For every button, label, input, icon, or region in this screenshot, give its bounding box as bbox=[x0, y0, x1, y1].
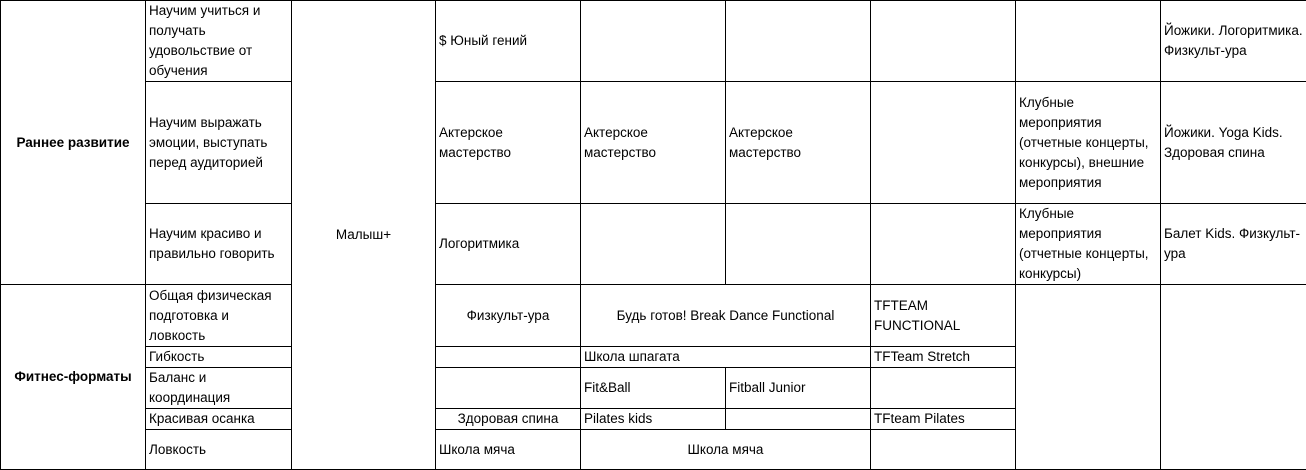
program-cell: Актерское мастерство bbox=[581, 82, 726, 204]
program-cell: Школа мяча bbox=[436, 430, 581, 470]
program-cell: Школа шпагата bbox=[581, 347, 871, 368]
program-cell: $ Юный гений bbox=[436, 1, 581, 82]
goal-cell: Гибкость bbox=[146, 347, 292, 368]
program-cell: Физкульт-ура bbox=[436, 285, 581, 347]
program-cell: Fitball Junior bbox=[726, 368, 871, 409]
program-cell bbox=[1016, 1, 1161, 82]
program-cell: Школа мяча bbox=[581, 430, 871, 470]
program-cell bbox=[726, 409, 871, 430]
program-cell: Балет Kids. Физкульт-ура bbox=[1161, 204, 1306, 285]
program-cell: Клубные мероприятия (отчетные концерты, конкурсы), внешние мероприятия bbox=[1016, 82, 1161, 204]
goal-cell: Красивая осанка bbox=[146, 409, 292, 430]
program-cell: Актерское мастерство bbox=[726, 82, 871, 204]
program-cell: Pilates kids bbox=[581, 409, 726, 430]
empty-cell bbox=[1161, 285, 1306, 470]
program-cell bbox=[871, 204, 1016, 285]
program-cell bbox=[726, 1, 871, 82]
goal-cell: Научим выражать эмоции, выступать перед аудиторией bbox=[146, 82, 292, 204]
program-cell: Будь готов! Break Dance Functional bbox=[581, 285, 871, 347]
program-cell bbox=[871, 1, 1016, 82]
goal-cell: Научим красиво и правильно говорить bbox=[146, 204, 292, 285]
program-cell bbox=[871, 430, 1016, 470]
program-cell bbox=[726, 204, 871, 285]
goal-cell: Ловкость bbox=[146, 430, 292, 470]
empty-cell bbox=[1016, 285, 1161, 470]
age-group-cell: Малыш+ bbox=[292, 1, 436, 470]
program-cell: Йожики. Yoga Kids. Здоровая спина bbox=[1161, 82, 1306, 204]
program-cell bbox=[581, 1, 726, 82]
program-cell: TFTEAM FUNCTIONAL bbox=[871, 285, 1016, 347]
empty-cell bbox=[436, 347, 581, 368]
table-row bbox=[1, 285, 1306, 347]
program-cell: Актерское мастерство bbox=[436, 82, 581, 204]
program-cell: Йожики. Логоритмика. Физкульт-ура bbox=[1161, 1, 1306, 82]
program-cell bbox=[871, 82, 1016, 204]
program-cell: TFTeam Stretch bbox=[871, 347, 1016, 368]
goal-cell: Баланс и координация bbox=[146, 368, 292, 409]
section-early-development: Раннее развитие bbox=[1, 1, 146, 285]
program-cell bbox=[871, 368, 1016, 409]
program-cell: Fit&Ball bbox=[581, 368, 726, 409]
program-cell: TFteam Pilates bbox=[871, 409, 1016, 430]
table-row bbox=[1, 204, 1306, 285]
table-row bbox=[1, 82, 1306, 204]
program-cell: Логоритмика bbox=[436, 204, 581, 285]
program-cell bbox=[436, 368, 581, 409]
goal-cell: Научим учиться и получать удовольствие от обучения bbox=[146, 1, 292, 82]
program-cell: Клубные мероприятия (отчетные концерты, конкурсы) bbox=[1016, 204, 1161, 285]
section-fitness-formats: Фитнес-форматы bbox=[1, 285, 146, 470]
program-cell bbox=[581, 204, 726, 285]
goal-cell: Общая физическая подготовка и ловкость bbox=[146, 285, 292, 347]
table-row bbox=[1, 1, 1306, 82]
program-cell: Здоровая спина bbox=[436, 409, 581, 430]
